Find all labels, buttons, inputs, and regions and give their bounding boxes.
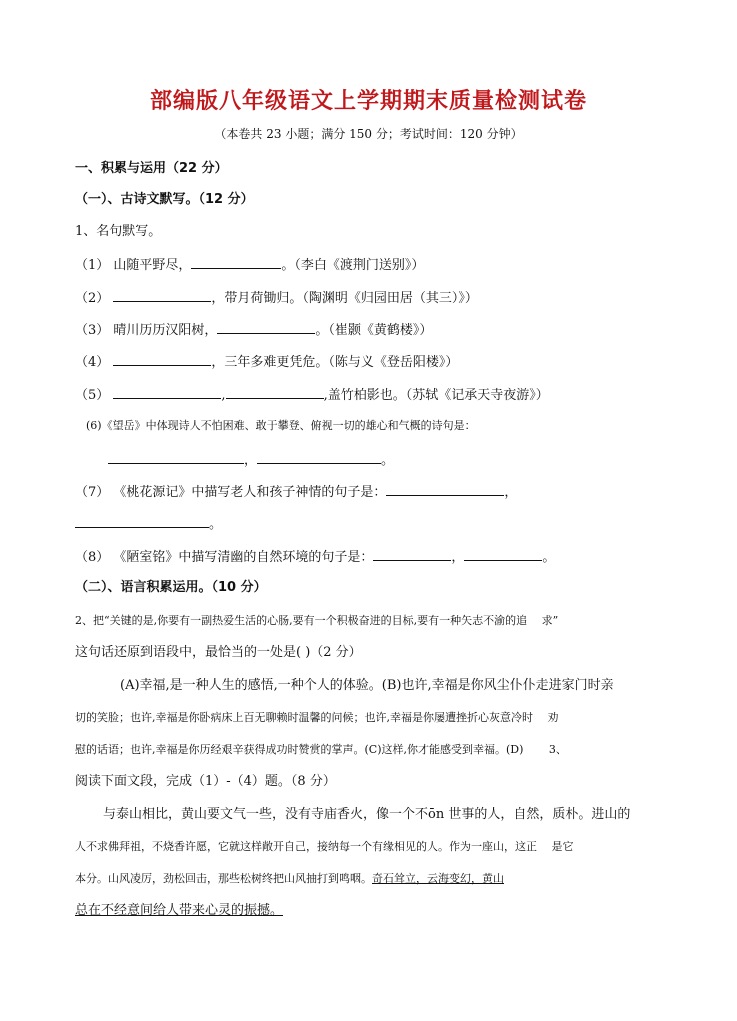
question-1-stem: 1、名句默写。 [75,224,162,239]
text-segment: 。（李白《渡荆门送别》） [281,258,425,273]
text-segment: （3） 晴川历历汉阳树， [75,323,218,338]
exam-subtitle: （本卷共 23 小题；满分 150 分；考试时间：120 分钟） [214,127,523,141]
answer-blank [113,385,221,399]
question-1-line-1 [75,255,424,275]
question-2-line-1: 2、把“关键的是,你要有一副热爱生活的心肠,要有一个积极奋进的目标,要有一种矢志不渝的追 求” [75,614,559,627]
answer-blank [464,547,542,561]
answer-blank [386,482,504,496]
question-3-stem: 阅读下面文段，完成（1）-（4）题。（8 分） [75,774,336,789]
section-heading-1-1: （一）、古诗文默写。（12 分） [75,192,254,207]
answer-blank [217,320,315,334]
text-segment: 。 [209,517,223,532]
text-segment: ， [504,485,518,500]
section-heading-1: 一、积累与运用（22 分） [75,161,228,176]
answer-blank [373,547,451,561]
question-2-line-5: 慰的话语；也许,幸福是你历经艰辛获得成功时赞赏的掌声。(C)这样,你才能感受到幸福。(D) 3、 [75,743,567,756]
text-segment: 。 [381,453,395,468]
text-segment: ，三年多难更凭危。（陈与义《登岳阳楼》） [211,355,459,370]
answer-blank [108,450,244,464]
text-segment: 。（崔颢《黄鹤楼》） [315,323,433,338]
answer-blank [226,385,324,399]
question-1-line-6: (6)《望岳》中体现诗人不怕困难、敢于攀登、俯视一切的雄心和气概的诗句是： [86,419,476,432]
text-segment: , [221,388,226,403]
question-1-line-8 [75,547,555,567]
question-1-line-3 [75,320,432,340]
question-2-line-2: 这句话还原到语段中，最恰当的一处是( )（2 分） [75,645,362,660]
answer-blank [75,514,209,528]
text-segment: （4） [75,355,110,370]
text-segment: （8） 《陋室铭》中描写清幽的自然环境的句子是： [75,550,374,565]
text-segment: （7） 《桃花源记》中描写老人和孩子神情的句子是： [75,485,387,500]
question-1-line-7-cont [75,514,222,534]
answer-blank [113,352,211,366]
text-segment: （2） [75,291,110,306]
question-1-line-7 [75,482,517,502]
text-segment: ， [451,550,465,565]
passage-line-1: 与泰山相比，黄山要文气一些，没有寺庙香火，像一个不ōn 世事的人，自然，质朴。进山的 [103,807,631,822]
section-heading-1-2: （二）、语言积累运用。（10 分） [75,580,267,595]
text-segment: （5） [75,388,110,403]
text-segment: ， [244,453,258,468]
answer-blank [257,450,381,464]
text-segment: ，带月荷锄归。（陶渊明《归园田居（其三）》） [211,291,478,306]
question-2-line-3: (A)幸福,是一种人生的感悟,一种个人的体验。(B)也许,幸福是你风尘仆仆走进家门时亲 [120,678,614,693]
passage-line-3 [75,870,504,888]
question-2-line-4: 切的笑脸；也许,幸福是你卧病床上百无聊赖时温馨的问候；也许,幸福是你屡遭挫折心灰意冷时 劝 [75,711,559,724]
question-1-line-4 [75,352,458,372]
underlined-sentence: 奇石耸立，云海变幻，黄山 [372,872,504,885]
answer-blank [191,255,281,269]
question-1-line-2 [75,288,478,308]
text-segment: ,盖竹柏影也。（苏轼《记承天寺夜游》） [323,388,549,403]
text-segment: 本分。山风凌厉，劲松回击，那些松树终把山风抽打到鸣咽。 [75,872,372,885]
passage-line-4: 总在不经意间给人带来心灵的振撼。 [75,903,284,918]
question-1-line-6-answers [108,450,394,470]
answer-blank [113,288,211,302]
text-segment: 。 [542,550,556,565]
question-1-line-5 [75,385,549,405]
passage-line-2: 人不求佛拜祖，不烧香许愿，它就这样敞开自己，接纳每一个有缘相见的人。作为一座山，这正 是它 [75,840,574,853]
text-segment: （1） 山随平野尽， [75,258,192,273]
exam-title: 部编版八年级语文上学期期末质量检测试卷 [149,88,587,114]
